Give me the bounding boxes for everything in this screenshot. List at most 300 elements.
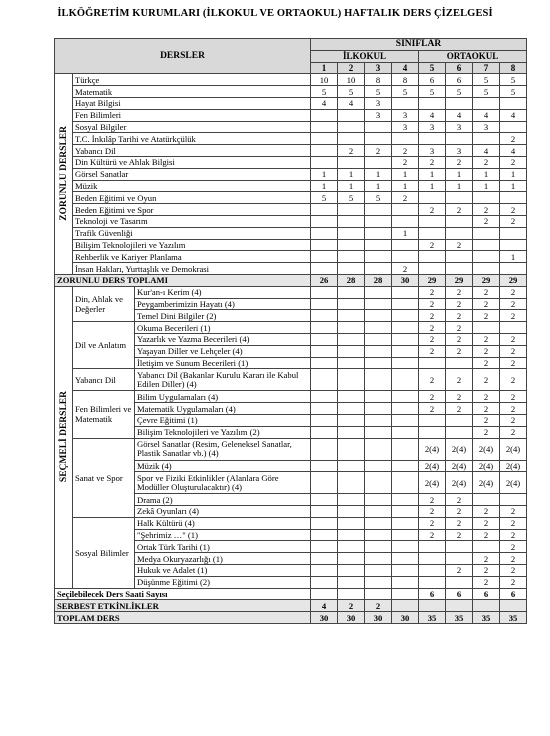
course-name: Medya Okuryazarlığı (1) <box>135 553 311 565</box>
hours-cell <box>311 472 338 494</box>
hours-cell: 2 <box>500 286 527 298</box>
hours-cell <box>338 133 365 145</box>
hours-cell <box>446 553 473 565</box>
hours-cell: 2 <box>338 600 365 612</box>
hours-cell <box>365 204 392 216</box>
hours-cell <box>338 322 365 334</box>
grade-header-cell: 7 <box>473 62 500 74</box>
hours-cell <box>446 215 473 227</box>
hours-cell: 2 <box>392 156 419 168</box>
mandatory-course-row <box>55 168 527 180</box>
hours-cell: 29 <box>419 274 446 286</box>
hours-cell: 3 <box>446 121 473 133</box>
hours-cell: 2 <box>419 156 446 168</box>
hours-cell: 3 <box>419 121 446 133</box>
hours-cell <box>392 239 419 251</box>
hours-cell <box>392 133 419 145</box>
course-name: Matematik <box>73 86 311 98</box>
hours-cell <box>473 541 500 553</box>
mandatory-course-row <box>55 263 527 275</box>
hours-cell: 2 <box>419 345 446 357</box>
hours-cell <box>419 541 446 553</box>
hours-cell <box>365 310 392 322</box>
course-name: Ortak Türk Tarihi (1) <box>135 541 311 553</box>
hours-cell <box>311 156 338 168</box>
hours-cell: 2 <box>500 576 527 588</box>
hours-cell <box>419 414 446 426</box>
mandatory-section-label <box>55 74 73 275</box>
hours-cell <box>365 506 392 518</box>
hours-cell <box>392 517 419 529</box>
hours-cell <box>392 310 419 322</box>
hours-cell: 2 <box>500 541 527 553</box>
course-name: Zekâ Oyunları (4) <box>135 506 311 518</box>
hours-cell <box>365 541 392 553</box>
course-name: Yabancı Dil <box>73 145 311 157</box>
hours-cell: 2 <box>500 133 527 145</box>
hours-cell <box>338 239 365 251</box>
hours-cell <box>365 391 392 403</box>
hours-cell <box>392 414 419 426</box>
hours-cell <box>338 286 365 298</box>
hours-cell <box>365 286 392 298</box>
course-name: Yaşayan Diller ve Lehçeler (4) <box>135 345 311 357</box>
hours-cell: 6 <box>446 74 473 86</box>
hours-cell: 2 <box>500 369 527 391</box>
hours-cell <box>365 438 392 460</box>
elective-course-row <box>55 369 527 391</box>
elective-group-name: Dil ve Anlatım <box>73 322 135 369</box>
hours-cell: 29 <box>446 274 473 286</box>
hours-cell <box>473 227 500 239</box>
hours-cell <box>446 600 473 612</box>
mandatory-course-row <box>55 180 527 192</box>
course-name: Trafik Güvenliği <box>73 227 311 239</box>
hours-cell: 2 <box>473 553 500 565</box>
hours-cell <box>338 263 365 275</box>
hours-cell: 10 <box>311 74 338 86</box>
hours-cell: 5 <box>311 86 338 98</box>
hours-cell: 2 <box>500 298 527 310</box>
hours-cell <box>338 541 365 553</box>
hours-cell: 2 <box>500 517 527 529</box>
hours-cell <box>365 565 392 577</box>
hours-cell: 2 <box>446 517 473 529</box>
hours-cell: 2 <box>419 369 446 391</box>
hours-cell: 1 <box>338 180 365 192</box>
hours-cell: 2(4) <box>473 438 500 460</box>
hours-cell: 2 <box>419 391 446 403</box>
hours-cell: 2 <box>500 215 527 227</box>
course-name: Türkçe <box>73 74 311 86</box>
course-name: Okuma Becerileri (1) <box>135 322 311 334</box>
elective-group-name: Din, Ahlak ve Değerler <box>73 286 135 321</box>
hours-cell: 4 <box>500 109 527 121</box>
course-name: Düşünme Eğitimi (2) <box>135 576 311 588</box>
hours-cell: 1 <box>392 168 419 180</box>
hours-cell: 2 <box>473 298 500 310</box>
hours-cell: 2(4) <box>473 460 500 472</box>
hours-cell: 28 <box>365 274 392 286</box>
grade-header-cell: 3 <box>365 62 392 74</box>
course-name: Görsel Sanatlar (Resim, Geleneksel Sanatlar, Plastik Sanatlar vb.) (4) <box>135 438 311 460</box>
hours-cell <box>500 121 527 133</box>
hours-cell <box>338 426 365 438</box>
hours-cell <box>473 133 500 145</box>
hours-cell <box>365 322 392 334</box>
hours-cell: 30 <box>311 612 338 624</box>
course-name: Yabancı Dil (Bakanlar Kurulu Kararı ile Kabul Edilen Diller) (4) <box>135 369 311 391</box>
hours-cell <box>311 251 338 263</box>
hours-cell <box>338 529 365 541</box>
hours-cell <box>311 506 338 518</box>
hours-cell <box>365 553 392 565</box>
hours-cell <box>365 369 392 391</box>
hours-cell <box>338 438 365 460</box>
hours-cell: 5 <box>500 74 527 86</box>
hours-cell <box>338 345 365 357</box>
hours-cell: 3 <box>392 109 419 121</box>
hours-cell: 2 <box>473 576 500 588</box>
course-name: Halk Kültürü (4) <box>135 517 311 529</box>
hours-cell <box>392 286 419 298</box>
grade-header-cell: 4 <box>392 62 419 74</box>
mandatory-section-text: ZORUNLU DERSLER <box>58 125 69 221</box>
hours-cell: 2 <box>473 345 500 357</box>
hours-cell: 2 <box>446 286 473 298</box>
hours-cell: 6 <box>473 588 500 600</box>
hours-cell: 6 <box>419 588 446 600</box>
hours-cell <box>311 414 338 426</box>
hours-cell: 8 <box>365 74 392 86</box>
hours-cell <box>338 494 365 506</box>
course-name: Drama (2) <box>135 494 311 506</box>
hours-cell: 2 <box>446 310 473 322</box>
course-name: "Şehrimiz …" (1) <box>135 529 311 541</box>
course-name: Temel Dini Bilgiler (2) <box>135 310 311 322</box>
hours-cell <box>392 403 419 415</box>
course-name: Sosyal Bilgiler <box>73 121 311 133</box>
hours-cell <box>446 576 473 588</box>
schedule-table <box>54 38 527 624</box>
hours-cell <box>392 426 419 438</box>
hours-cell: 2 <box>446 494 473 506</box>
hours-cell: 1 <box>500 168 527 180</box>
hours-cell <box>500 263 527 275</box>
course-name: Görsel Sanatlar <box>73 168 311 180</box>
course-name: Teknoloji ve Tasarım <box>73 215 311 227</box>
elective-course-row <box>55 322 527 334</box>
selectable-hours-label: Seçilebilecek Ders Saati Sayısı <box>55 588 311 600</box>
hours-cell <box>500 600 527 612</box>
hours-cell <box>365 215 392 227</box>
mandatory-course-row <box>55 204 527 216</box>
hours-cell <box>419 97 446 109</box>
hours-cell <box>365 227 392 239</box>
hours-cell: 2(4) <box>419 472 446 494</box>
hours-cell: 1 <box>473 180 500 192</box>
hours-cell <box>311 345 338 357</box>
course-name: Kur'an-ı Kerim (4) <box>135 286 311 298</box>
hours-cell: 2 <box>473 156 500 168</box>
course-name: Yazarlık ve Yazma Becerileri (4) <box>135 333 311 345</box>
hours-cell: 2 <box>500 529 527 541</box>
hours-cell: 2 <box>338 145 365 157</box>
hours-cell <box>500 494 527 506</box>
hours-cell <box>338 369 365 391</box>
hours-cell: 2 <box>446 529 473 541</box>
mandatory-course-row <box>55 97 527 109</box>
hours-cell <box>338 391 365 403</box>
hours-cell <box>311 494 338 506</box>
hours-cell: 2 <box>446 565 473 577</box>
elective-section-label <box>55 286 73 588</box>
hours-cell: 4 <box>473 145 500 157</box>
course-name: T.C. İnkılâp Tarihi ve Atatürkçülük <box>73 133 311 145</box>
hours-cell <box>392 298 419 310</box>
hours-cell: 2 <box>392 263 419 275</box>
hours-cell <box>392 322 419 334</box>
free-activities-label: SERBEST ETKİNLİKLER <box>55 600 311 612</box>
hours-cell: 2 <box>473 333 500 345</box>
hours-cell <box>311 215 338 227</box>
hours-cell: 2 <box>419 529 446 541</box>
mandatory-course-row <box>55 145 527 157</box>
course-name: Müzik <box>73 180 311 192</box>
hours-cell <box>311 322 338 334</box>
hours-cell <box>446 426 473 438</box>
hours-cell: 2(4) <box>446 438 473 460</box>
hours-cell <box>392 576 419 588</box>
hours-cell <box>500 322 527 334</box>
hours-cell <box>419 600 446 612</box>
hours-cell <box>365 357 392 369</box>
hours-cell: 2 <box>419 403 446 415</box>
course-name: Din Kültürü ve Ahlak Bilgisi <box>73 156 311 168</box>
hours-cell: 35 <box>446 612 473 624</box>
hours-cell: 3 <box>446 145 473 157</box>
elective-course-row <box>55 517 527 529</box>
course-name: Beden Eğitimi ve Oyun <box>73 192 311 204</box>
hours-cell <box>392 588 419 600</box>
hours-cell <box>392 541 419 553</box>
course-name: Peygamberimizin Hayatı (4) <box>135 298 311 310</box>
hours-cell <box>392 97 419 109</box>
hours-cell <box>338 156 365 168</box>
hours-cell <box>311 310 338 322</box>
hours-cell: 2 <box>365 145 392 157</box>
hours-cell <box>311 357 338 369</box>
hours-cell <box>392 391 419 403</box>
hours-cell: 2 <box>500 333 527 345</box>
hours-cell <box>365 263 392 275</box>
mandatory-course-row <box>55 74 527 86</box>
hours-cell: 2 <box>419 310 446 322</box>
hours-cell <box>419 357 446 369</box>
hours-cell: 3 <box>365 97 392 109</box>
selectable-hours-row <box>55 588 527 600</box>
hours-cell <box>365 494 392 506</box>
mandatory-course-row <box>55 215 527 227</box>
classes-header: SINIFLAR <box>311 39 527 51</box>
hours-cell: 2 <box>500 156 527 168</box>
mandatory-course-row <box>55 239 527 251</box>
hours-cell <box>338 204 365 216</box>
hours-cell: 2 <box>392 145 419 157</box>
hours-cell: 5 <box>311 192 338 204</box>
hours-cell <box>311 204 338 216</box>
hours-cell <box>392 529 419 541</box>
hours-cell <box>365 403 392 415</box>
hours-cell <box>311 145 338 157</box>
hours-cell: 1 <box>473 168 500 180</box>
hours-cell: 2 <box>419 286 446 298</box>
course-name: Bilişim Teknolojileri ve Yazılım <box>73 239 311 251</box>
hours-cell: 30 <box>392 612 419 624</box>
grand-total-label: TOPLAM DERS <box>55 612 311 624</box>
hours-cell: 2 <box>473 215 500 227</box>
hours-cell <box>311 369 338 391</box>
mandatory-course-row <box>55 156 527 168</box>
hours-cell: 1 <box>365 180 392 192</box>
course-name: Beden Eğitimi ve Spor <box>73 204 311 216</box>
hours-cell <box>500 97 527 109</box>
hours-cell: 2(4) <box>500 460 527 472</box>
hours-cell: 2 <box>419 494 446 506</box>
hours-cell <box>392 345 419 357</box>
hours-cell: 2(4) <box>419 460 446 472</box>
hours-cell: 28 <box>338 274 365 286</box>
hours-cell: 2(4) <box>419 438 446 460</box>
elective-course-row <box>55 391 527 403</box>
hours-cell: 6 <box>419 74 446 86</box>
hours-cell <box>419 576 446 588</box>
hours-cell: 2 <box>473 517 500 529</box>
hours-cell <box>338 251 365 263</box>
hours-cell: 30 <box>338 612 365 624</box>
mandatory-course-row <box>55 109 527 121</box>
hours-cell: 2 <box>473 310 500 322</box>
course-name: İletişim ve Sunum Becerileri (1) <box>135 357 311 369</box>
hours-cell <box>365 133 392 145</box>
hours-cell: 2 <box>473 286 500 298</box>
hours-cell: 2 <box>419 333 446 345</box>
hours-cell: 1 <box>311 168 338 180</box>
hours-cell: 35 <box>419 612 446 624</box>
grade-header-cell: 8 <box>500 62 527 74</box>
hours-cell <box>392 472 419 494</box>
course-name: Rehberlik ve Kariyer Planlama <box>73 251 311 263</box>
hours-cell: 2 <box>392 192 419 204</box>
hours-cell: 2 <box>500 506 527 518</box>
hours-cell: 2 <box>473 403 500 415</box>
course-name: Matematik Uygulamaları (4) <box>135 403 311 415</box>
courses-header: DERSLER <box>55 39 311 74</box>
hours-cell <box>338 227 365 239</box>
hours-cell: 2 <box>500 345 527 357</box>
hours-cell <box>446 541 473 553</box>
hours-cell <box>392 600 419 612</box>
hours-cell <box>338 460 365 472</box>
hours-cell: 2 <box>500 414 527 426</box>
hours-cell <box>338 576 365 588</box>
hours-cell: 2 <box>446 204 473 216</box>
hours-cell <box>392 460 419 472</box>
hours-cell <box>419 192 446 204</box>
hours-cell <box>311 529 338 541</box>
hours-cell: 4 <box>500 145 527 157</box>
hours-cell: 2 <box>446 345 473 357</box>
hours-cell <box>311 239 338 251</box>
hours-cell <box>338 403 365 415</box>
header-row-1 <box>55 39 527 51</box>
hours-cell: 4 <box>311 97 338 109</box>
hours-cell <box>500 239 527 251</box>
grand-total-row <box>55 612 527 624</box>
course-name: Çevre Eğitimi (1) <box>135 414 311 426</box>
hours-cell: 2 <box>473 529 500 541</box>
hours-cell <box>365 576 392 588</box>
hours-cell: 2 <box>446 333 473 345</box>
mandatory-total-label: ZORUNLU DERS TOPLAMI <box>55 274 311 286</box>
hours-cell <box>392 553 419 565</box>
hours-cell: 4 <box>338 97 365 109</box>
hours-cell <box>446 227 473 239</box>
hours-cell: 1 <box>419 168 446 180</box>
course-name: Hukuk ve Adalet (1) <box>135 565 311 577</box>
hours-cell: 2(4) <box>446 472 473 494</box>
hours-cell <box>392 251 419 263</box>
mandatory-course-row <box>55 121 527 133</box>
hours-cell <box>338 553 365 565</box>
hours-cell: 2 <box>419 239 446 251</box>
hours-cell <box>365 251 392 263</box>
hours-cell <box>365 588 392 600</box>
hours-cell <box>365 156 392 168</box>
hours-cell: 2(4) <box>473 472 500 494</box>
free-activities-row <box>55 600 527 612</box>
hours-cell <box>311 576 338 588</box>
hours-cell: 5 <box>500 86 527 98</box>
hours-cell: 2 <box>473 391 500 403</box>
hours-cell <box>446 263 473 275</box>
hours-cell: 2 <box>473 369 500 391</box>
hours-cell: 5 <box>365 86 392 98</box>
hours-cell <box>311 121 338 133</box>
hours-cell <box>311 403 338 415</box>
grade-header-cell: 6 <box>446 62 473 74</box>
hours-cell <box>365 414 392 426</box>
hours-cell <box>311 426 338 438</box>
hours-cell <box>419 215 446 227</box>
hours-cell: 6 <box>446 588 473 600</box>
hours-cell <box>473 600 500 612</box>
mandatory-course-row <box>55 227 527 239</box>
hours-cell <box>311 133 338 145</box>
hours-cell: 5 <box>338 86 365 98</box>
hours-cell: 2(4) <box>500 472 527 494</box>
hours-cell: 2 <box>446 322 473 334</box>
hours-cell: 2 <box>500 426 527 438</box>
hours-cell: 2 <box>500 553 527 565</box>
hours-cell <box>365 529 392 541</box>
hours-cell <box>419 251 446 263</box>
hours-cell: 5 <box>419 86 446 98</box>
hours-cell: 2 <box>419 204 446 216</box>
hours-cell <box>338 121 365 133</box>
hours-cell <box>338 517 365 529</box>
hours-cell <box>311 438 338 460</box>
